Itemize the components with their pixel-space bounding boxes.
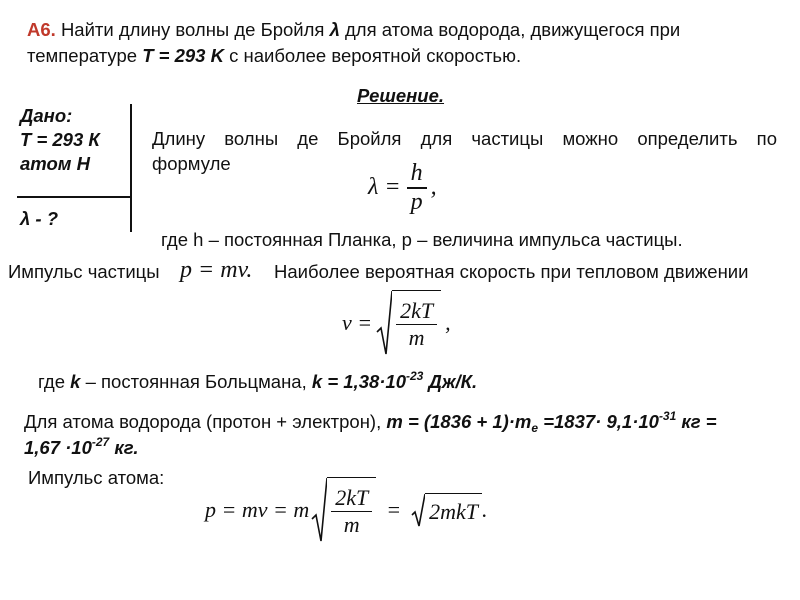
hydrogen-m: m = (1836 + 1)·m: [386, 411, 532, 432]
hydrogen-eq: =1837· 9,1·10: [543, 411, 659, 432]
impulse-label: Импульс частицы: [8, 261, 160, 282]
problem-line2b: с наиболее вероятной скоростью.: [229, 45, 522, 66]
radical-sign-icon: [311, 477, 327, 543]
problem-statement: [27, 18, 680, 42]
boltz-exponent: -23: [406, 369, 424, 383]
solution-intro-line1: Длину волны де Бройля для частицы можно определить по: [152, 128, 777, 149]
given-divider: [17, 196, 131, 198]
boltzmann-line: [38, 370, 477, 394]
debroglie-denominator: p: [410, 188, 423, 215]
velocity-radicand: [392, 290, 441, 356]
hydrogen-unit2: кг.: [114, 437, 139, 458]
velocity-denominator: m: [408, 325, 425, 351]
final-tail: .: [481, 497, 488, 522]
problem-statement-line2: [27, 44, 521, 68]
final-sqrt-2: [411, 493, 482, 527]
boltz-pre: где: [38, 371, 66, 392]
velocity-text: Наиболее вероятная скорость при тепловом движении: [274, 261, 749, 282]
boltz-value: [312, 371, 423, 392]
hydrogen-m-sub: e: [531, 421, 539, 435]
final-denominator: m: [343, 512, 360, 538]
velocity-fraction: [396, 298, 437, 352]
given-find: λ - ?: [20, 208, 59, 229]
problem-number: А6.: [27, 19, 56, 40]
velocity-lhs: v =: [342, 310, 373, 335]
hydrogen-unit1: кг =: [681, 411, 717, 432]
final-formula: [205, 477, 487, 543]
problem-line2a: температуре: [27, 45, 138, 66]
solution-heading: Решение.: [357, 85, 445, 106]
boltz-k: k: [70, 371, 81, 392]
hydrogen-res: 1,67 ·10: [24, 437, 92, 458]
problem-line1b: для атома водорода, движущегося при: [345, 19, 681, 40]
hydrogen-exp1: -31: [658, 409, 677, 423]
problem-temperature: T = 293 K: [142, 45, 224, 66]
where-h-text: где h – постоянная Планка, p – величина импульса частицы.: [161, 229, 683, 250]
debroglie-numerator: h: [410, 160, 423, 186]
debroglie-fraction: [407, 160, 427, 216]
boltz-unit: Дж/К.: [428, 371, 478, 392]
final-radicand-1: [327, 477, 376, 543]
velocity-numerator: 2kT: [400, 297, 434, 323]
solution-intro-line2: формуле: [152, 153, 231, 174]
radical-sign-icon: [411, 493, 425, 527]
final-sqrt-1: [311, 477, 376, 543]
hydrogen-line2: [24, 436, 139, 460]
final-radicand-2: 2mkT: [425, 493, 482, 527]
final-eq: =: [386, 497, 402, 522]
debroglie-tail: ,: [430, 174, 437, 201]
impulse-formula: p = mv.: [180, 257, 253, 283]
boltz-mid: – постоянная Больцмана,: [85, 371, 307, 392]
boltz-value-base: k = 1,38·10: [311, 371, 407, 392]
radical-sign-icon: [376, 290, 392, 356]
final-numerator: 2kT: [335, 484, 369, 510]
problem-line1: Найти длину волны де Бройля: [60, 19, 325, 40]
given-vertical-line: [130, 104, 132, 232]
debroglie-lhs: λ =: [368, 174, 401, 201]
lambda-symbol: λ: [329, 19, 340, 40]
velocity-formula: [342, 290, 451, 356]
hydrogen-pre: Для атома водорода (протон + электрон),: [24, 411, 382, 432]
given-temperature: Т = 293 К: [20, 129, 100, 150]
hydrogen-line1: [24, 410, 717, 434]
hydrogen-mass-expr: [386, 409, 717, 435]
given-title: Дано:: [20, 105, 73, 126]
hydrogen-exp2: -27: [91, 435, 110, 449]
given-atom: атом Н: [20, 153, 90, 174]
final-lhs: p = mv = m: [205, 497, 310, 522]
sqrt-symbol: [376, 290, 441, 356]
atom-impulse-label: Импульс атома:: [28, 467, 165, 488]
given-block: [17, 104, 134, 234]
final-fraction: [331, 485, 372, 539]
debroglie-formula: [368, 160, 437, 216]
velocity-tail: ,: [445, 310, 451, 335]
